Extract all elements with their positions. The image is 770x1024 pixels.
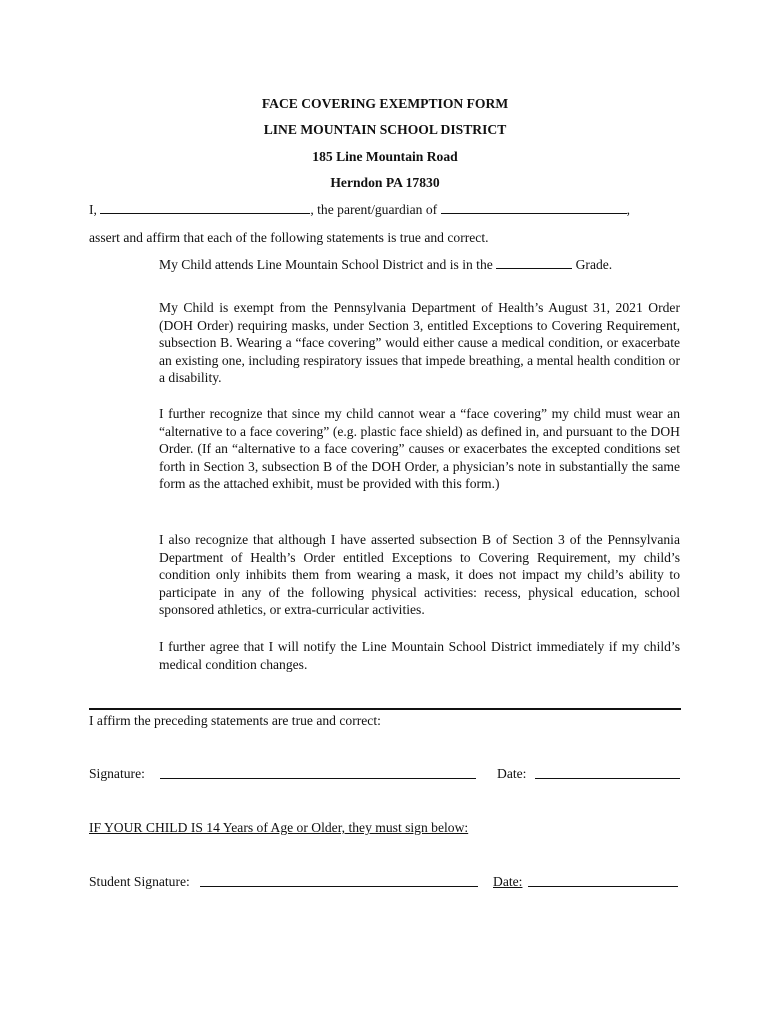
district-name: LINE MOUNTAIN SCHOOL DISTRICT xyxy=(263,122,507,137)
student-date-label: Date: xyxy=(493,874,523,889)
affirm-statement: I affirm the preceding statements are true and correct: xyxy=(89,713,381,728)
paragraph-exemption xyxy=(159,299,680,387)
student-signature-label: Student Signature: xyxy=(89,874,190,889)
signature-field[interactable] xyxy=(160,765,476,779)
grade-line xyxy=(159,256,612,274)
student-date-field[interactable] xyxy=(528,873,678,887)
signature-label: Signature: xyxy=(89,766,145,781)
section-divider xyxy=(89,708,681,710)
intro-line xyxy=(89,201,630,219)
parent-name-field[interactable] xyxy=(100,201,310,214)
form-title: FACE COVERING EXEMPTION FORM xyxy=(261,96,509,111)
paragraph-notify xyxy=(159,638,680,673)
intro-suffix: , xyxy=(626,202,630,217)
child-name-field[interactable] xyxy=(441,201,627,214)
paragraph-alternative xyxy=(159,405,680,493)
paragraph-text: I further recognize that since my child cannot wear a “face covering” my child must wear an “alternative to a face covering” (e.g. plastic face shield) as defined in, and pursuant to the DOH Order. (If an “alternative to a face covering” causes or exacerbates the excepted conditions set forth in Section 3, subsection B of the DOH Order, a physician’s note in substantially the same form as the attached exhibit, must be provided with this form.) xyxy=(159,406,680,492)
grade-text: My Child attends Line Mountain School District and is in the xyxy=(159,257,493,272)
student-signature-field[interactable] xyxy=(200,873,478,887)
district-city: Herndon PA 17830 xyxy=(330,175,440,190)
paragraph-activities xyxy=(159,531,680,619)
student-notice: IF YOUR CHILD IS 14 Years of Age or Older, they must sign below: xyxy=(89,820,469,835)
date-label: Date: xyxy=(497,766,527,781)
paragraph-text: I also recognize that although I have asserted subsection B of Section 3 of the Pennsylvania Department of Health’s Order entitled Exceptions to Covering Requirement, my child’s condition only inhibits them from wearing a mask, it does not impact my child’s ability to participate in any of the following physical activities: recess, physical education, school sponsored athletics, or extra-curricular activities. xyxy=(159,532,680,618)
district-address: 185 Line Mountain Road xyxy=(312,149,458,164)
intro-prefix: I, xyxy=(89,202,97,217)
grade-suffix: Grade. xyxy=(575,257,613,272)
grade-field[interactable] xyxy=(496,256,572,269)
intro-line-2: assert and affirm that each of the following statements is true and correct. xyxy=(89,230,489,245)
paragraph-text: I further agree that I will notify the Line Mountain School District immediately if my child’s medical condition changes. xyxy=(159,639,680,672)
date-field[interactable] xyxy=(535,765,680,779)
intro-middle: , the parent/guardian of xyxy=(310,202,438,217)
paragraph-text: My Child is exempt from the Pennsylvania Department of Health’s August 31, 2021 Order (DOH Order) requiring masks, under Section 3, entitled Exceptions to Covering Requirement, subsection B. Wearing a “face covering” would either cause a medical condition, or exacerbate an existing one, including respiratory issues that impede breathing, a mental health condition or a disability. xyxy=(159,300,680,386)
